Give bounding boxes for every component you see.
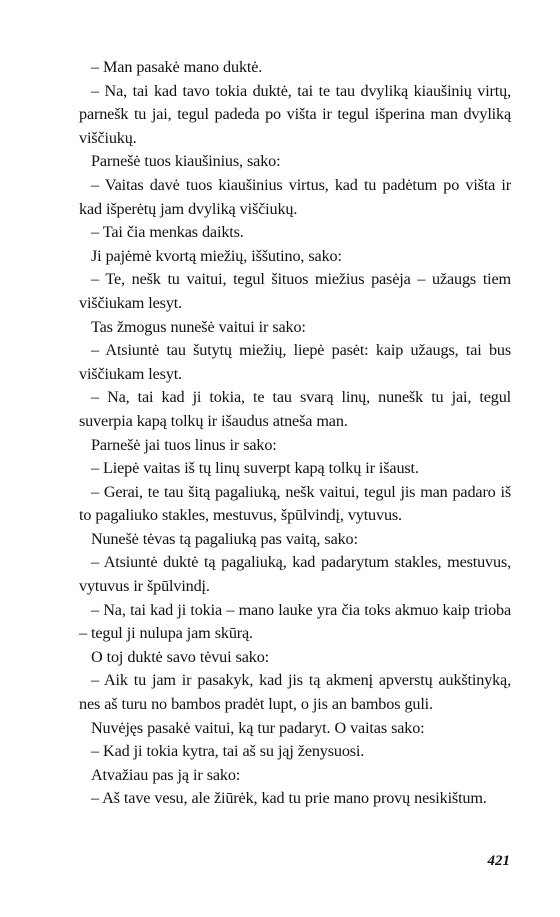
paragraph: Nunešė tėvas tą pagaliuką pas vaitą, sako: <box>91 529 358 548</box>
page-text <box>79 56 511 811</box>
page-number: 421 <box>487 853 510 869</box>
paragraph: – Gerai, te tau šitą pagaliuką, nešk vaitui, tegul jis man padaro iš to pagaliuko stakles, mestuvus, špūlvindį, vytuvus. <box>79 482 511 525</box>
paragraph: – Kad ji tokia kytra, tai aš su jąj ženysuosi. <box>91 742 365 761</box>
paragraph: O toj duktė savo tėvui sako: <box>91 647 269 666</box>
paragraph: – Man pasakė mano duktė. <box>91 58 263 76</box>
paragraph: – Na, tai kad ji tokia, te tau svarą linų, nunešk tu jai, tegul suverpia kapą tolkų ir išaudus atneša man. <box>79 388 511 430</box>
paragraph: – Na, tai kad tavo tokia duktė, tai te tau dvyliką kiaušinių virtų, parnešk tu jai, tegul padeda po višta ir tegul išperina man dvyliką viščiukų. <box>79 81 511 147</box>
paragraph: – Vaitas davė tuos kiaušinius virtus, kad tu padėtum po višta ir kad išperėtų jam dvyliką viščiukų. <box>79 175 511 218</box>
paragraph: Ji pajėmė kvortą miežių, iššutino, sako: <box>91 246 342 265</box>
paragraph: – Aik tu jam ir pasakyk, kad jis tą akmenį apverstų aukštinyką, nes aš turu no bambos pradėt lupt, o jis an bambos guli. <box>79 671 511 714</box>
paragraph: – Na, tai kad ji tokia – mano lauke yra čia toks akmuo kaip trioba – tegul ji nulupa jam skūrą. <box>79 600 511 643</box>
paragraph: Tas žmogus nunešė vaitui ir sako: <box>91 317 306 336</box>
paragraph: Parnešė tuos kiaušinius, sako: <box>91 152 281 171</box>
paragraph: – Atsiuntė duktė tą pagaliuką, kad padarytum stakles, mestuvus, vytuvus ir špūlvindį. <box>79 553 511 596</box>
paragraph: – Atsiuntė tau šutytų miežių, liepė pasėt: kaip užaugs, tai bus viščiukam lesyt. <box>79 341 511 383</box>
paragraph: – Tai čia menkas daikts. <box>91 223 244 242</box>
paragraph: Parnešė jai tuos linus ir sako: <box>91 435 277 454</box>
paragraph: – Aš tave vesu, ale žiūrėk, kad tu prie mano provų nesikištum. <box>91 789 487 808</box>
paragraph: Nuvėjęs pasakė vaitui, ką tur padaryt. O vaitas sako: <box>91 718 425 737</box>
paragraph: Atvažiau pas ją ir sako: <box>91 765 241 784</box>
paragraph: – Liepė vaitas iš tų linų suverpt kapą tolkų ir išaust. <box>91 459 419 478</box>
paragraph: – Te, nešk tu vaitui, tegul šituos miežius pasėja – užaugs tiem viščiukam lesyt. <box>79 270 511 312</box>
